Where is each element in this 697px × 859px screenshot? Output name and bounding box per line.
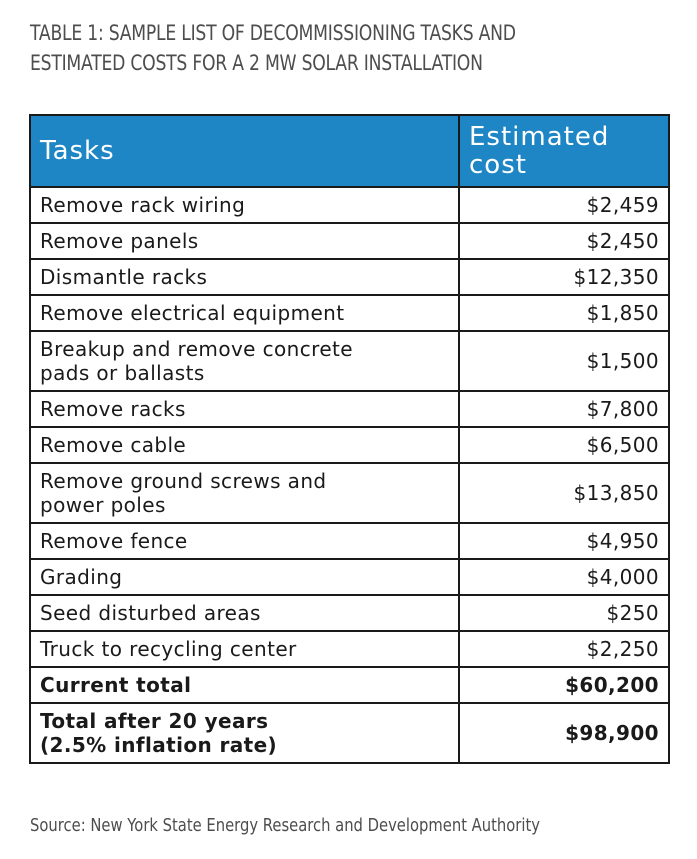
caption-line-1: TABLE 1: SAMPLE LIST OF DECOMMISSIONING TASKS AND — [30, 21, 516, 45]
table-row — [30, 463, 669, 523]
cost-cell: $1,500 — [459, 331, 669, 391]
total-row-current — [30, 667, 669, 703]
table-row — [30, 391, 669, 427]
table-row — [30, 223, 669, 259]
task-cell: Remove rack wiring — [30, 187, 459, 223]
header-estimated-cost — [459, 115, 669, 187]
caption-line-2: ESTIMATED COSTS FOR A 2 MW SOLAR INSTALLATION — [30, 51, 483, 75]
task-line-2: pads or ballasts — [40, 361, 205, 385]
table-row — [30, 331, 669, 391]
task-cell — [30, 463, 459, 523]
cost-cell: $4,950 — [459, 523, 669, 559]
cost-cell: $13,850 — [459, 463, 669, 523]
task-line-1: Remove ground screws and — [40, 469, 327, 493]
task-line-2: power poles — [40, 493, 166, 517]
task-line-1: Breakup and remove concrete — [40, 337, 353, 361]
header-cost-line-2: cost — [469, 150, 527, 180]
task-cell: Remove cable — [30, 427, 459, 463]
total-label-cell — [30, 703, 459, 763]
task-cell: Grading — [30, 559, 459, 595]
cost-table — [29, 114, 670, 764]
table-row — [30, 595, 669, 631]
cost-cell: $7,800 — [459, 391, 669, 427]
table-row — [30, 427, 669, 463]
task-cell: Remove racks — [30, 391, 459, 427]
task-cell: Remove panels — [30, 223, 459, 259]
total-cost-cell: $60,200 — [459, 667, 669, 703]
header-tasks: Tasks — [30, 115, 459, 187]
header-cost-line-1: Estimated — [469, 122, 610, 152]
task-cell: Seed disturbed areas — [30, 595, 459, 631]
task-cell: Remove fence — [30, 523, 459, 559]
task-cell: Remove electrical equipment — [30, 295, 459, 331]
source-note: Source: New York State Energy Research and Development Authority — [30, 815, 541, 836]
cost-cell: $2,459 — [459, 187, 669, 223]
cost-cell: $2,450 — [459, 223, 669, 259]
cost-cell: $6,500 — [459, 427, 669, 463]
table-row — [30, 295, 669, 331]
cost-cell: $4,000 — [459, 559, 669, 595]
table-header-row — [30, 115, 669, 187]
table-row — [30, 523, 669, 559]
table-row — [30, 187, 669, 223]
total-label-line-1: Total after 20 years — [40, 709, 269, 733]
total-cost-cell: $98,900 — [459, 703, 669, 763]
task-cell: Truck to recycling center — [30, 631, 459, 667]
table-row — [30, 559, 669, 595]
table-caption — [30, 18, 555, 78]
task-cell — [30, 331, 459, 391]
total-row-20-years — [30, 703, 669, 763]
table-row — [30, 259, 669, 295]
total-label-cell: Current total — [30, 667, 459, 703]
cost-cell: $12,350 — [459, 259, 669, 295]
cost-cell: $1,850 — [459, 295, 669, 331]
table-row — [30, 631, 669, 667]
cost-cell: $2,250 — [459, 631, 669, 667]
total-label-line-2: (2.5% inflation rate) — [40, 733, 278, 757]
task-cell: Dismantle racks — [30, 259, 459, 295]
cost-cell: $250 — [459, 595, 669, 631]
